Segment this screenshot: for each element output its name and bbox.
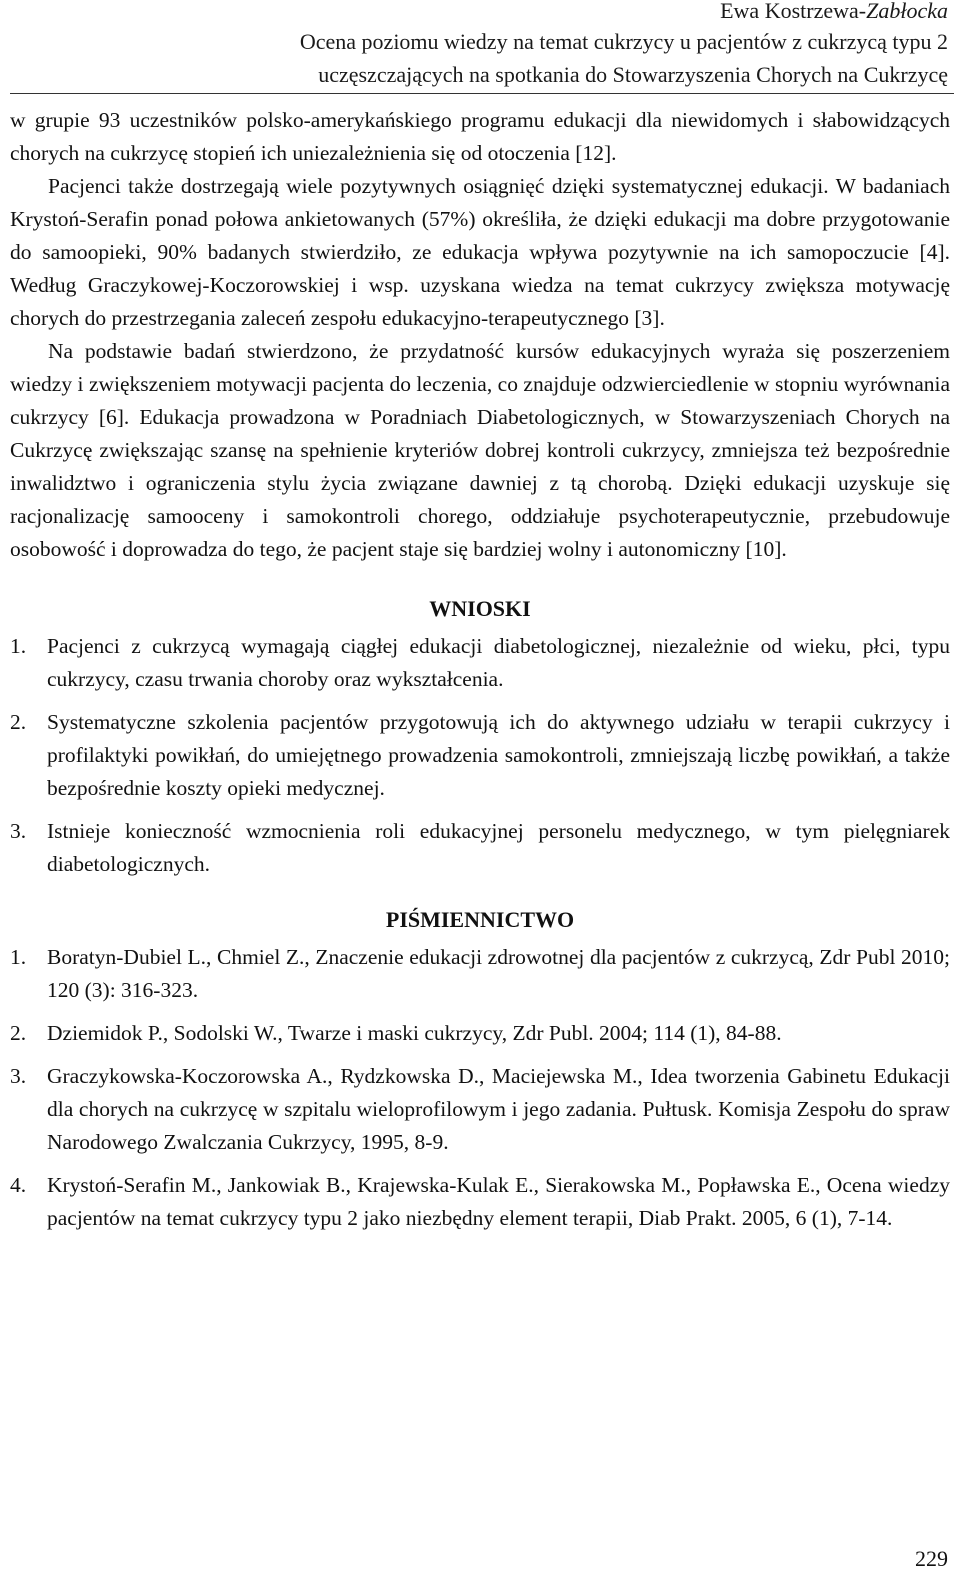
reference-text: Graczykowska-Koczorowska A., Rydzkowska D., Maciejewska M., Idea tworzenia Gabinetu Edukacji dla chorych na cukrzycę w szpitalu wieloprofilowym i jego zadania. Pułtusk. Komisja Zespołu do spraw Narodowego Zwalczania Cukrzycy, 1995, 8-9. [47, 1064, 950, 1154]
conclusion-text: Systematyczne szkolenia pacjentów przygotowują ich do aktywnego udziału w terapii cukrzycy i profilaktyki powikłań, do umiejętnego prowadzenia samokontroli, zmniejszają liczbę powikłań, a także bezpośrednie koszty opieki medycznej. [47, 710, 950, 800]
reference-text: Krystoń-Serafin M., Jankowiak B., Krajewska-Kulak E., Sierakowska M., Popławska E., Ocena wiedzy pacjentów na temat cukrzycy typu 2 jako niezbędny element terapii, Diab Prakt. 2005, 6 (1), 7-14. [47, 1173, 950, 1230]
reference-number: 3. [10, 1064, 27, 1088]
reference-text: Boratyn-Dubiel L., Chmiel Z., Znaczenie edukacji zdrowotnej dla pacjentów z cukrzycą, Zdr Publ 2010; 120 (3): 316-323. [47, 945, 950, 1002]
body-paragraph-2: Pacjenci także dostrzegają wiele pozytywnych osiągnięć dzięki systematycznej edukacji. W badaniach Krystoń-Serafin ponad połowa ankietowanych (57%) określiła, że dzięki edukacji ma dobre przygotowanie do samoopieki, 90% badanych stwierdziło, ze edukacja wpływa pozytywnie na ich samopoczucie [4]. Według Graczykowej-Koczorowskiej i wsp. uzyskana wiedza na temat cukrzycy zwiększa motywację chorych do przestrzegania zaleceń zespołu edukacyjno-terapeutycznego [3]. [10, 174, 950, 330]
reference-item [10, 1169, 950, 1235]
section-heading-references: PIŚMIENNICTWO [385, 907, 575, 932]
author-name: Ewa Kostrzewa- [720, 0, 867, 23]
conclusions-list [10, 630, 950, 881]
section-heading-conclusions: WNIOSKI [429, 596, 531, 621]
reference-item [10, 941, 950, 1007]
references-list [10, 941, 950, 1235]
page-number: 229 [915, 1546, 948, 1571]
running-header [0, 0, 960, 100]
reference-number: 4. [10, 1173, 27, 1197]
reference-number: 2. [10, 1021, 27, 1045]
conclusion-text: Pacjenci z cukrzycą wymagają ciągłej edukacji diabetologicznej, niezależnie od wieku, płci, typu cukrzycy, czasu trwania choroby oraz wykształcenia. [47, 634, 950, 691]
header-author [720, 0, 948, 26]
conclusion-item [10, 815, 950, 881]
header-title-line-1: Ocena poziomu wiedzy na temat cukrzycy u pacjentów z cukrzycą typu 2 [299, 29, 948, 54]
conclusion-number: 2. [10, 710, 27, 734]
page-body [10, 104, 950, 1245]
conclusion-number: 1. [10, 634, 27, 658]
body-paragraph-3: Na podstawie badań stwierdzono, że przydatność kursów edukacyjnych wyraża się poszerzeniem wiedzy i zwiększeniem motywacji pacjenta do leczenia, co znajduje odzwierciedlenie w stopniu wyrównania cukrzycy [6]. Edukacja prowadzona w Poradniach Diabetologicznych, w Stowarzyszeniach Chorych na Cukrzycę zwiększając szansę na spełnienie kryteriów dobrej kontroli cukrzycy, zmniejsza też bezpośrednie inwalidztwo i ograniczenia stylu życia związane dawniej z tą chorobą. Dzięki edukacji uzyskuje się racjonalizację samooceny i samokontroli chorego, oddziałuje psychoterapeutycznie, przebudowuje osobowość i doprowadza do tego, że pacjent staje się bardziej wolny i autonomiczny [10]. [10, 339, 950, 561]
reference-number: 1. [10, 945, 27, 969]
reference-text: Dziemidok P., Sodolski W., Twarze i maski cukrzycy, Zdr Publ. 2004; 114 (1), 84-88. [47, 1021, 782, 1045]
header-title-line-2: uczęszczających na spotkania do Stowarzyszenia Chorych na Cukrzycę [318, 62, 948, 87]
reference-item [10, 1017, 950, 1050]
conclusion-number: 3. [10, 819, 27, 843]
conclusion-item [10, 630, 950, 696]
conclusion-item [10, 706, 950, 805]
conclusion-text: Istnieje konieczność wzmocnienia roli edukacyjnej personelu medycznego, w tym pielęgniarek diabetologicznych. [47, 819, 950, 876]
body-paragraph-1: w grupie 93 uczestników polsko-amerykańskiego programu edukacji dla niewidomych i słabowidzących chorych na cukrzycę stopień ich uniezależnienia się od otoczenia [12]. [10, 108, 950, 165]
header-divider [10, 93, 954, 94]
author-name-italic: Zabłocka [866, 0, 948, 23]
reference-item [10, 1060, 950, 1159]
